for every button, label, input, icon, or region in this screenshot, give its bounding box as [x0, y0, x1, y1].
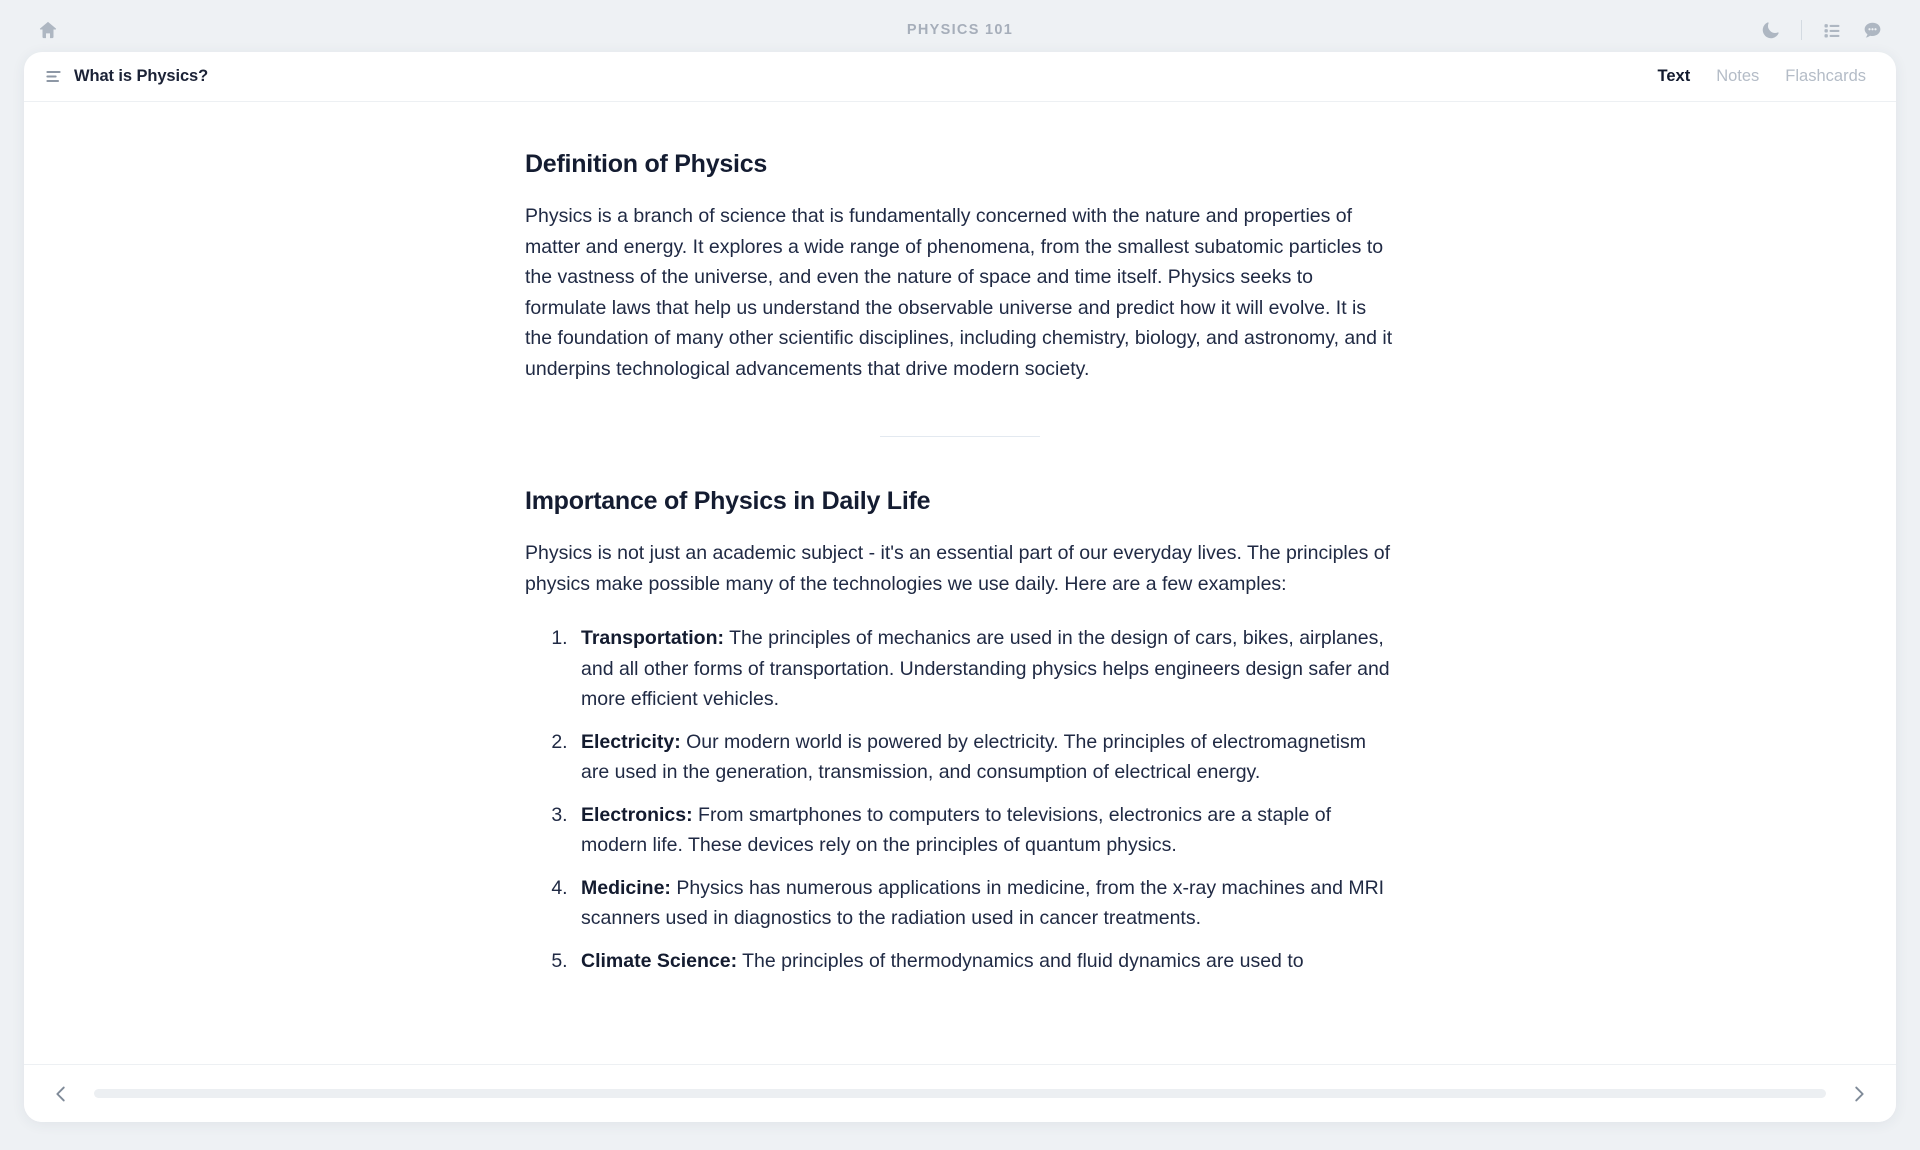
view-tabs	[1657, 67, 1866, 86]
section-paragraph-importance: Physics is not just an academic subject - it's an essential part of our everyday lives. The principles of physics make possible many of the technologies we use daily. Here are a few examples:	[525, 542, 1391, 595]
list-item	[573, 623, 1395, 715]
list-item-term: Electronics:	[581, 803, 693, 826]
section-heading-definition: Definition of Physics	[525, 150, 768, 178]
toolbar-divider	[1801, 20, 1802, 40]
list-item	[573, 800, 1395, 861]
top-app-bar	[0, 0, 1920, 60]
content-card	[24, 52, 1896, 1122]
hamburger-menu-icon[interactable]	[44, 67, 63, 86]
list-item-term: Electricity:	[581, 730, 681, 753]
reading-progress-bar[interactable]	[94, 1089, 1826, 1098]
list-item-text: From smartphones to computers to televisions, electronics are a staple of modern life. These devices rely on the principles of quantum physics.	[581, 803, 1331, 856]
app-bar-right-group	[1751, 10, 1892, 50]
tab-text[interactable]: Text	[1657, 67, 1691, 85]
list-item-text: Our modern world is powered by electricity. The principles of electromagnetism are used in the generation, transmission, and consumption of electrical energy.	[581, 730, 1367, 783]
section-importance	[525, 487, 1395, 976]
document-title-group	[44, 67, 208, 86]
list-item	[573, 727, 1395, 788]
app-bar-title: PHYSICS 101	[906, 22, 1014, 38]
chat-bubble-icon[interactable]	[1852, 10, 1892, 50]
list-icon[interactable]	[1812, 10, 1852, 50]
home-icon[interactable]	[28, 10, 68, 50]
section-paragraph-definition: Physics is a branch of science that is fundamentally concerned with the nature and properties of matter and energy. It explores a wide range of phenomena, from the smallest subatomic particles to the vastness of the universe, and even the nature of space and time itself. Physics seeks to formulate laws that help us understand the observable universe and predict how it will evolve. It is the foundation of many other scientific disciplines, including chemistry, biology, and astronomy, and it underpins technological advancements that drive modern society.	[525, 205, 1393, 380]
tab-notes[interactable]: Notes	[1716, 67, 1760, 85]
moon-icon[interactable]	[1751, 10, 1791, 50]
list-item-text: The principles of thermodynamics and fluid dynamics are used to	[737, 949, 1304, 972]
card-header	[24, 52, 1896, 102]
section-divider	[880, 436, 1040, 437]
page-title: What is Physics?	[74, 67, 209, 85]
list-item-term: Medicine:	[581, 876, 671, 899]
app-bar-left-group	[28, 10, 68, 50]
list-item-text: The principles of mechanics are used in the design of cars, bikes, airplanes, and all other forms of transportation. Understanding physics helps engineers design safer and more efficient vehicles.	[581, 627, 1390, 710]
chevron-right-icon[interactable]	[1844, 1079, 1874, 1109]
chevron-left-icon[interactable]	[46, 1079, 76, 1109]
tab-flashcards[interactable]: Flashcards	[1785, 67, 1866, 85]
list-item-text: Physics has numerous applications in medicine, from the x-ray machines and MRI scanners used in diagnostics to the radiation used in cancer treatments.	[581, 876, 1385, 929]
list-item	[573, 873, 1395, 934]
importance-list	[525, 623, 1395, 976]
card-body	[24, 102, 1896, 1064]
list-item	[573, 946, 1395, 977]
section-heading-importance: Importance of Physics in Daily Life	[525, 487, 931, 515]
card-footer	[24, 1064, 1896, 1122]
list-item-term: Climate Science:	[581, 949, 738, 972]
list-item-term: Transportation:	[581, 627, 725, 649]
article-content	[525, 102, 1395, 976]
